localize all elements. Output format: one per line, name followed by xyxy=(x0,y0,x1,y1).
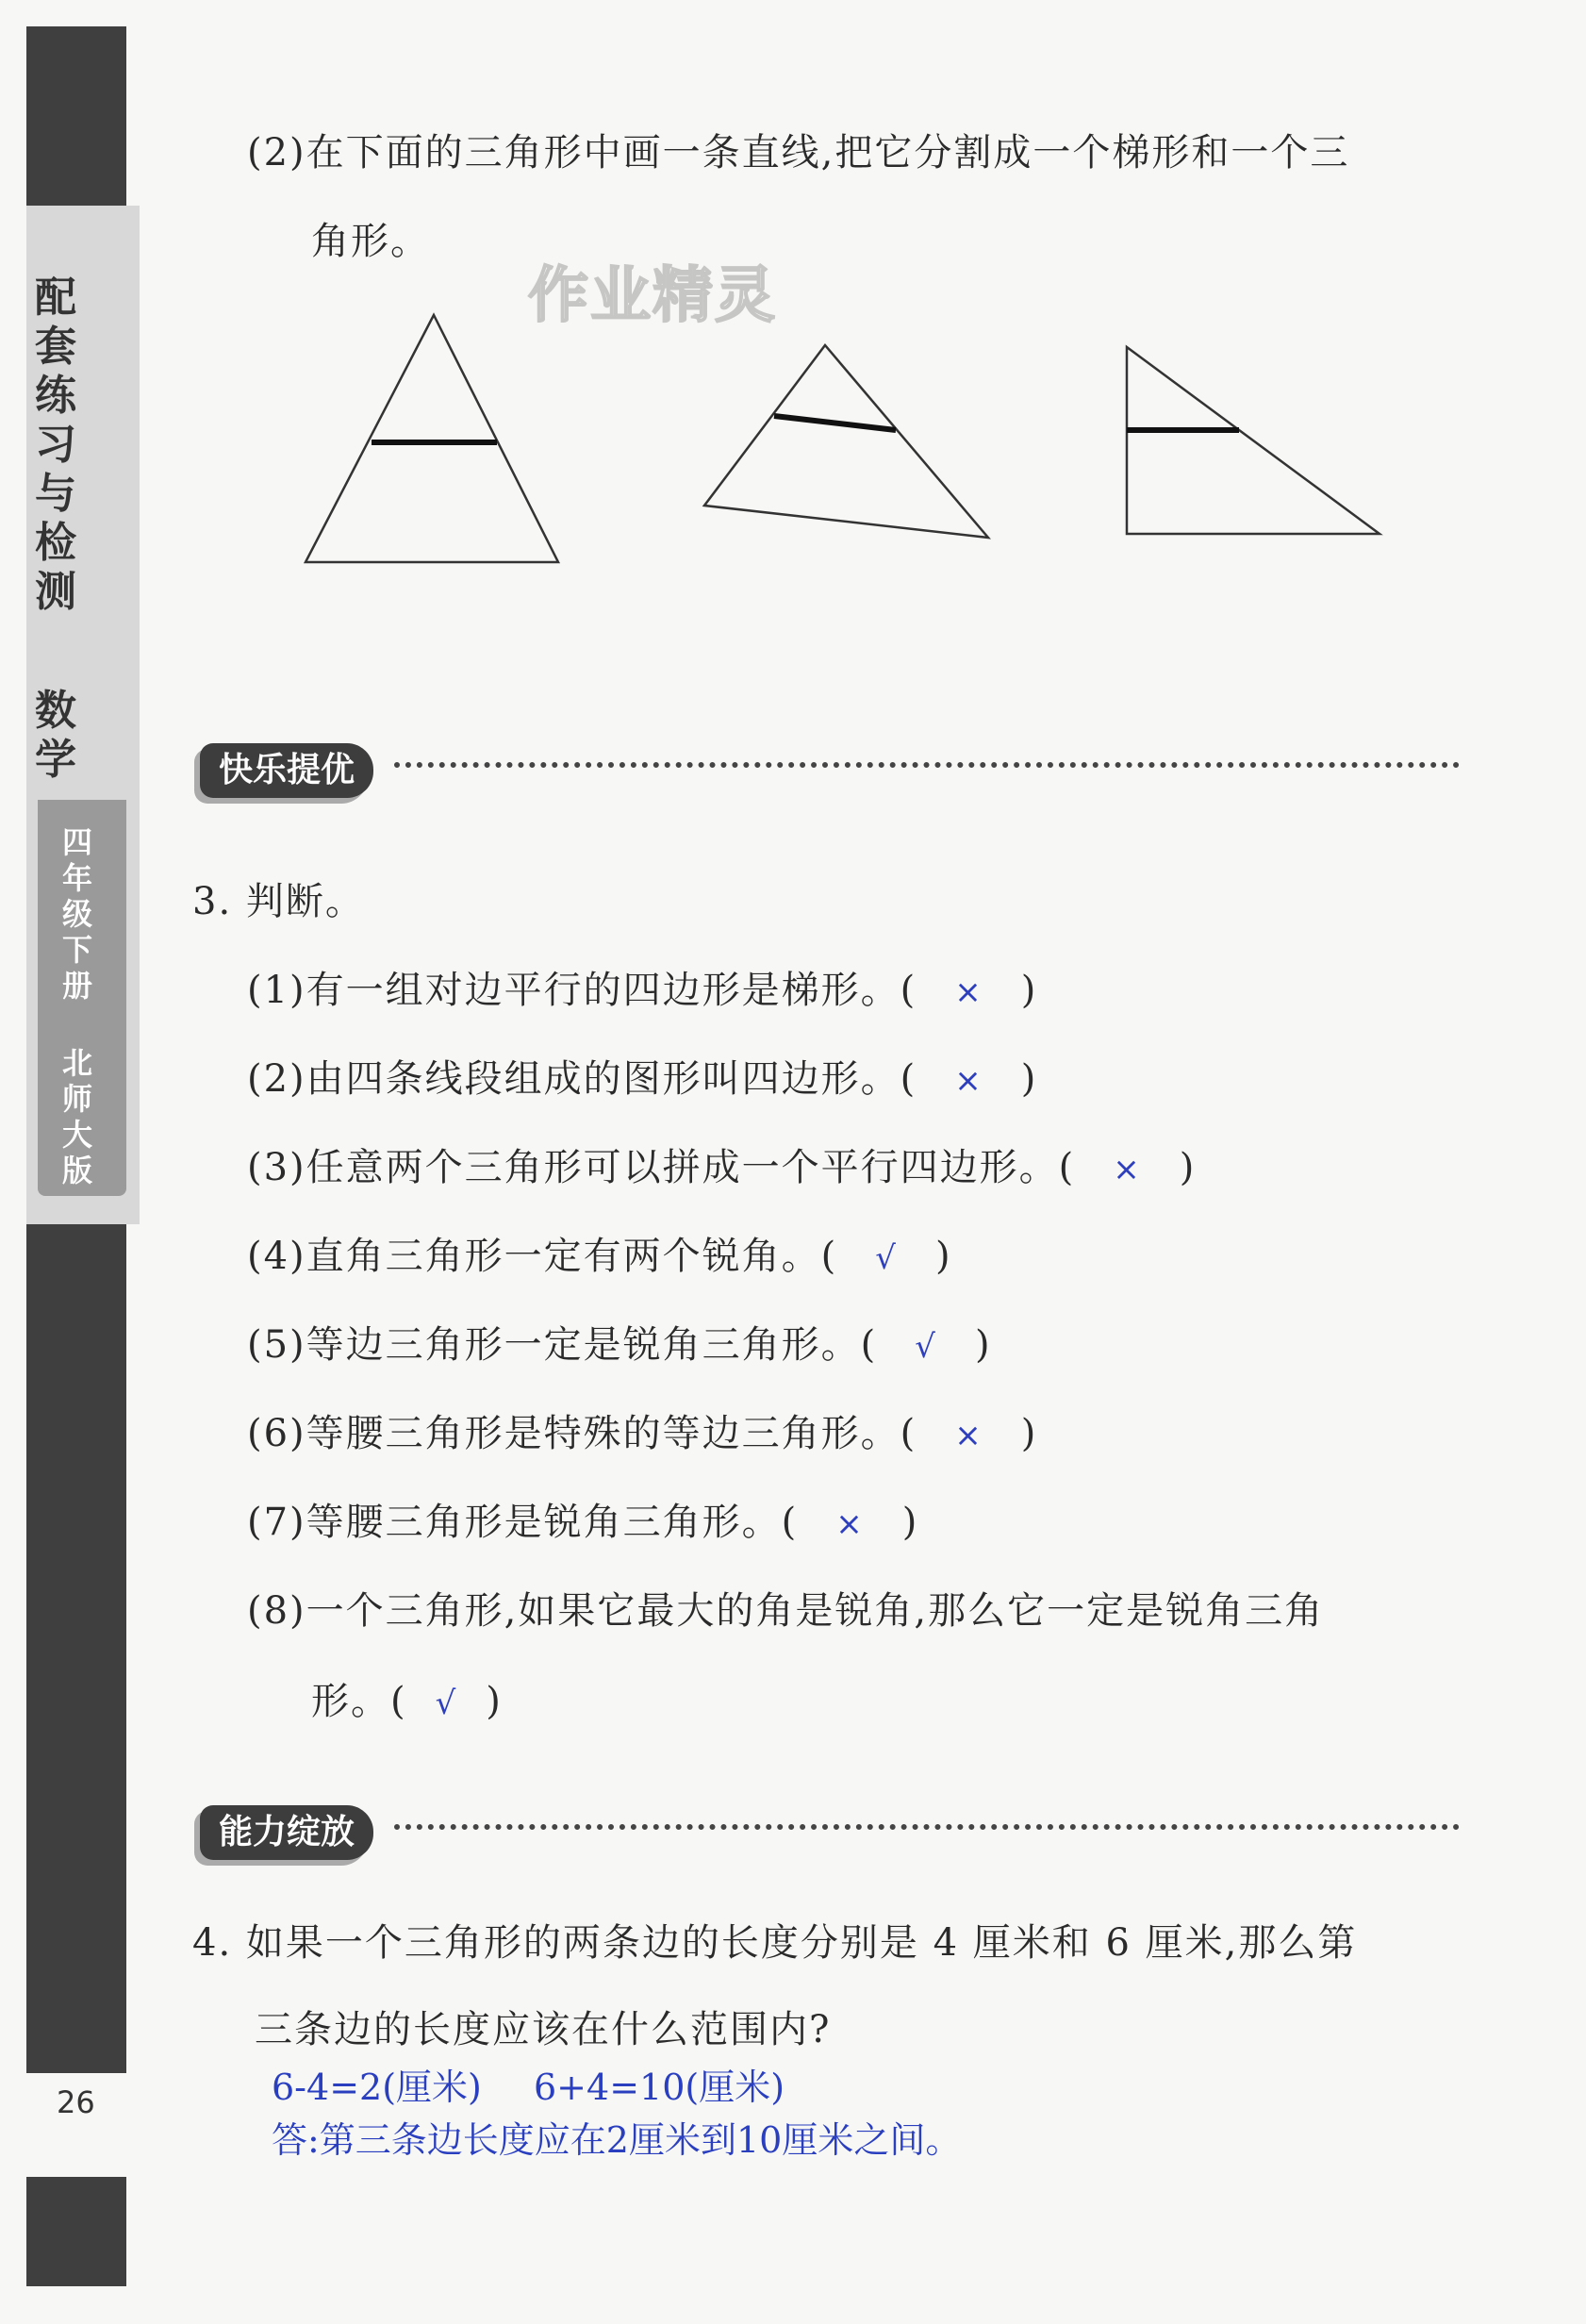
section-divider-dots xyxy=(394,762,1460,768)
q3-item-3-close: ) xyxy=(1179,1146,1197,1189)
dividing-line-2 xyxy=(774,416,896,430)
q3-item-6 xyxy=(247,1411,1037,1458)
book-spine xyxy=(26,26,140,2286)
spine-bottom-band xyxy=(26,1224,126,2073)
q3-item-2-close: ) xyxy=(1020,1057,1038,1101)
q3-item-2 xyxy=(247,1056,1037,1104)
q3-item-8-line1: (8)一个三角形,如果它最大的角是锐角,那么它一定是锐角三角 xyxy=(247,1589,1325,1633)
series-title: 配套练习与检测 xyxy=(35,274,76,616)
q4-answer: 答:第三条边长度应在2厘米到10厘米之间。 xyxy=(272,2119,962,2161)
q3-item-1-answer: × xyxy=(954,973,983,1011)
grade-label: 四年级下册 xyxy=(61,824,92,1004)
watermark: 作业精灵 xyxy=(528,261,777,331)
section-tag-happy: 快乐提优 xyxy=(200,743,373,798)
q2-instruction-line1: (2)在下面的三角形中画一条直线,把它分割成一个梯形和一个三 xyxy=(247,131,1350,174)
q3-item-2-answer: × xyxy=(954,1062,983,1100)
q3-item-5-text: (5)等边三角形一定是锐角三角形。( xyxy=(247,1323,878,1367)
triangle-isosceles xyxy=(306,315,558,562)
triangle-acute xyxy=(704,345,988,538)
q3-item-2-text: (2)由四条线段组成的图形叫四边形。( xyxy=(247,1057,917,1101)
q3-item-5-answer: √ xyxy=(915,1328,937,1366)
spine-top-band xyxy=(26,26,126,206)
q3-item-8-close: ) xyxy=(486,1680,503,1723)
q3-item-4-answer: √ xyxy=(875,1239,898,1277)
q3-item-7-close: ) xyxy=(901,1501,919,1544)
q3-item-1-close: ) xyxy=(1020,969,1038,1012)
q3-title: 3. 判断。 xyxy=(192,880,365,923)
q3-item-4 xyxy=(247,1234,952,1281)
q3-item-3-text: (3)任意两个三角形可以拼成一个平行四边形。( xyxy=(247,1146,1076,1189)
q3-item-6-text: (6)等腰三角形是特殊的等边三角形。( xyxy=(247,1412,917,1455)
section-tag-ability: 能力绽放 xyxy=(200,1805,373,1860)
q4-calc-1: 6-4=2(厘米) xyxy=(272,2067,482,2108)
q4-calc-2: 6+4=10(厘米) xyxy=(534,2067,785,2108)
q4-question-line2: 三条边的长度应该在什么范围内? xyxy=(255,2008,832,2051)
spine-corner-band xyxy=(26,2177,126,2286)
q3-item-4-text: (4)直角三角形一定有两个锐角。( xyxy=(247,1235,838,1278)
q3-item-3 xyxy=(247,1145,1196,1192)
q3-item-8-text: 形。( xyxy=(311,1680,407,1723)
edition-label: 北师大版 xyxy=(61,1045,92,1188)
q3-item-7 xyxy=(247,1500,918,1547)
q3-item-1-text: (1)有一组对边平行的四边形是梯形。( xyxy=(247,969,917,1012)
triangle-right xyxy=(1127,347,1379,534)
q2-instruction-line2: 角形。 xyxy=(311,220,430,263)
q3-item-8-line2 xyxy=(311,1679,503,1726)
section-divider-dots-2 xyxy=(394,1824,1460,1830)
q3-item-6-answer: × xyxy=(954,1417,983,1454)
q4-question-line1: 4. 如果一个三角形的两条边的长度分别是 4 厘米和 6 厘米,那么第 xyxy=(192,1921,1358,1965)
q3-item-5 xyxy=(247,1322,992,1370)
page-number: 26 xyxy=(57,2084,95,2120)
subject-label: 数学 xyxy=(35,687,76,784)
q3-item-7-text: (7)等腰三角形是锐角三角形。( xyxy=(247,1501,799,1544)
q3-item-5-close: ) xyxy=(974,1323,992,1367)
q3-item-6-close: ) xyxy=(1020,1412,1038,1455)
q3-item-4-close: ) xyxy=(934,1235,952,1278)
q3-item-7-answer: × xyxy=(835,1505,865,1543)
q3-item-8-answer: √ xyxy=(435,1685,458,1722)
triangles-figure xyxy=(292,302,1386,585)
q3-item-3-answer: × xyxy=(1113,1151,1142,1188)
q3-item-1 xyxy=(247,968,1037,1015)
